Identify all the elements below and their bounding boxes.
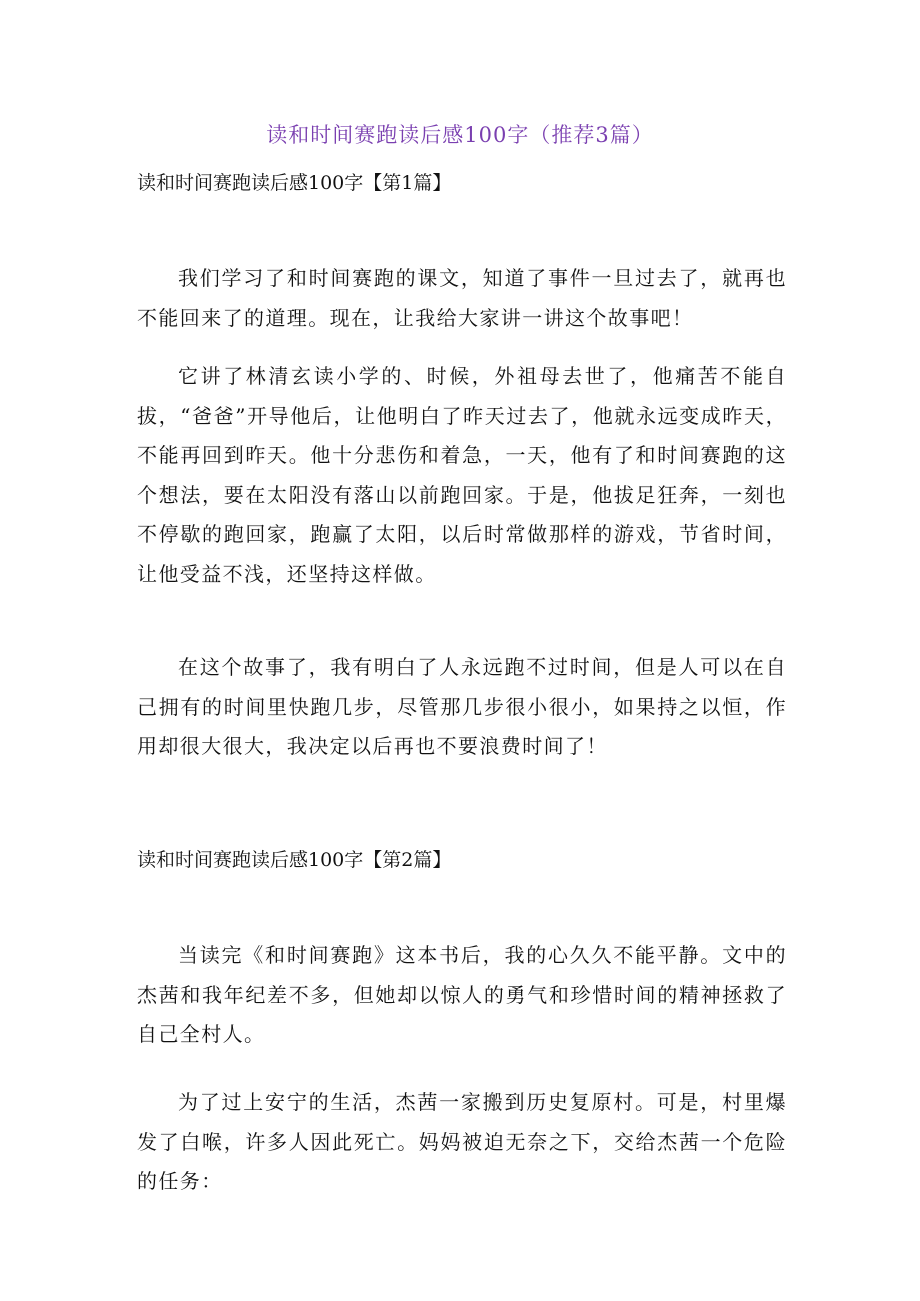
section-2-paragraph-2: 为了过上安宁的生活，杰茜一家搬到历史复原村。可是，村里爆发了白喉，许多人因此死亡。妈妈被迫无奈之下，交给杰茜一个危险的任务： <box>137 1090 787 1193</box>
section-1-paragraph-3: 在这个故事了，我有明白了人永远跑不过时间，但是人可以在自己拥有的时间里快跑几步，尽管那几步很小很小，如果持之以恒，作用却很大很大，我决定以后再也不要浪费时间了！ <box>137 655 787 758</box>
section-1-paragraph-1: 我们学习了和时间赛跑的课文，知道了事件一旦过去了，就再也不能回来了的道理。现在，让我给大家讲一讲这个故事吧！ <box>137 266 787 330</box>
page-title: 读和时间赛跑读后感100字（推荐3篇） <box>266 123 654 147</box>
section-heading-2: 读和时间赛跑读后感100字【第2篇】 <box>137 849 452 871</box>
section-2-paragraph-1: 当读完《和时间赛跑》这本书后，我的心久久不能平静。文中的杰茜和我年纪差不多，但她却以惊人的勇气和珍惜时间的精神拯救了自己全村人。 <box>137 943 787 1046</box>
section-1-paragraph-2: 它讲了林清玄读小学的、时候，外祖母去世了，他痛苦不能自拔，“爸爸”开导他后，让他明白了昨天过去了，他就永远变成昨天，不能再回到昨天。他十分悲伤和着急，一天，他有了和时间赛跑的这个想法，要在太阳没有落山以前跑回家。于是，他拔足狂奔，一刻也不停歇的跑回家，跑赢了太阳，以后时常做那样的游戏，节省时间，让他受益不浅，还坚持这样做。 <box>137 364 787 586</box>
section-heading-1: 读和时间赛跑读后感100字【第1篇】 <box>137 172 452 194</box>
